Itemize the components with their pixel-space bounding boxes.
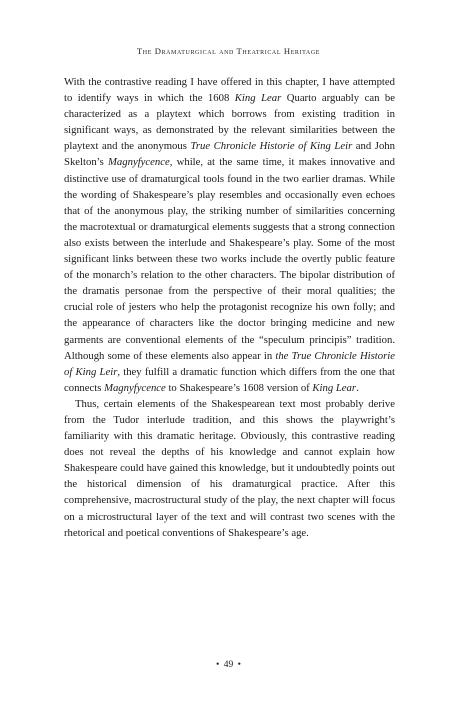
paragraph bbox=[64, 74, 395, 396]
paragraph bbox=[64, 396, 395, 541]
text-run: to Shakespeare’s 1608 version of bbox=[165, 381, 313, 394]
text-run: , while, at the same time, it makes innovative and distinctive use of dramaturgical tools found in the two earlier dramas. While the wording of Shakespeare’s play resembles and occasionally even echoes that of the anonymous play, the striking number of similarities concerning the macrotextual or dramaturgical elements suggests that a strong connection also exists between the interlude and Shakespeare’s play. Some of the most significant links between these two works include the overtly public feature of the monarch’s relation to the other characters. The bipolar distribution of the dramatis personae from the perspective of their moral qualities; the crucial role of jesters who help the protagonist recognize his own folly; and the appearance of characters like the doctor bringing medicine and new garments are conventional elements of the “speculum principis” tradition. Although some of these elements also appear in bbox=[64, 156, 395, 362]
text-run: Thus, certain elements of the Shakespearean text most probably derive from the Tudor interlude tradition, and this shows the playwright’s familiarity with this dramatic heritage. Obviously, this contrastive reading does not reveal the depths of his knowledge and cannot explain how Shakespeare could have gained this knowledge, but it undoubtedly points out the historical dimension of his dramaturgical practice. After this comprehensive, macrostructural study of the play, the next chapter will focus on a microstructural layer of the text and will contrast two scenes with the rhetorical and poetical conventions of Shakespeare’s age. bbox=[64, 397, 395, 539]
running-head: The Dramaturgical and Theatrical Heritage bbox=[136, 46, 321, 56]
italic-title: Magnyfycence bbox=[104, 381, 166, 394]
italic-title: True Chronicle Historie of King Leir bbox=[190, 140, 353, 153]
text-run: Quarto arguably can be characterized as a playtext which borrows from existing tradition in significant ways, as demonstrated by the relevant similarities between the playtext and the anonymous bbox=[64, 92, 396, 153]
text-run: , they fulfill a dramatic function which differs from the one that connects bbox=[64, 365, 396, 394]
italic-title: King Lear bbox=[234, 92, 282, 105]
italic-title: Magnyfycence bbox=[108, 156, 170, 169]
italic-title: King Lear bbox=[312, 381, 357, 394]
text-run: and John Skelton’s bbox=[64, 140, 395, 169]
text-run: . bbox=[356, 381, 359, 394]
text-run: With the contrastive reading I have offered in this chapter, I have attempted to identify ways in which the 1608 bbox=[64, 76, 395, 105]
page-number: • 49 • bbox=[216, 660, 241, 670]
italic-title: the True Chronicle Historie of King Leir bbox=[64, 349, 395, 378]
body-text bbox=[64, 74, 395, 541]
